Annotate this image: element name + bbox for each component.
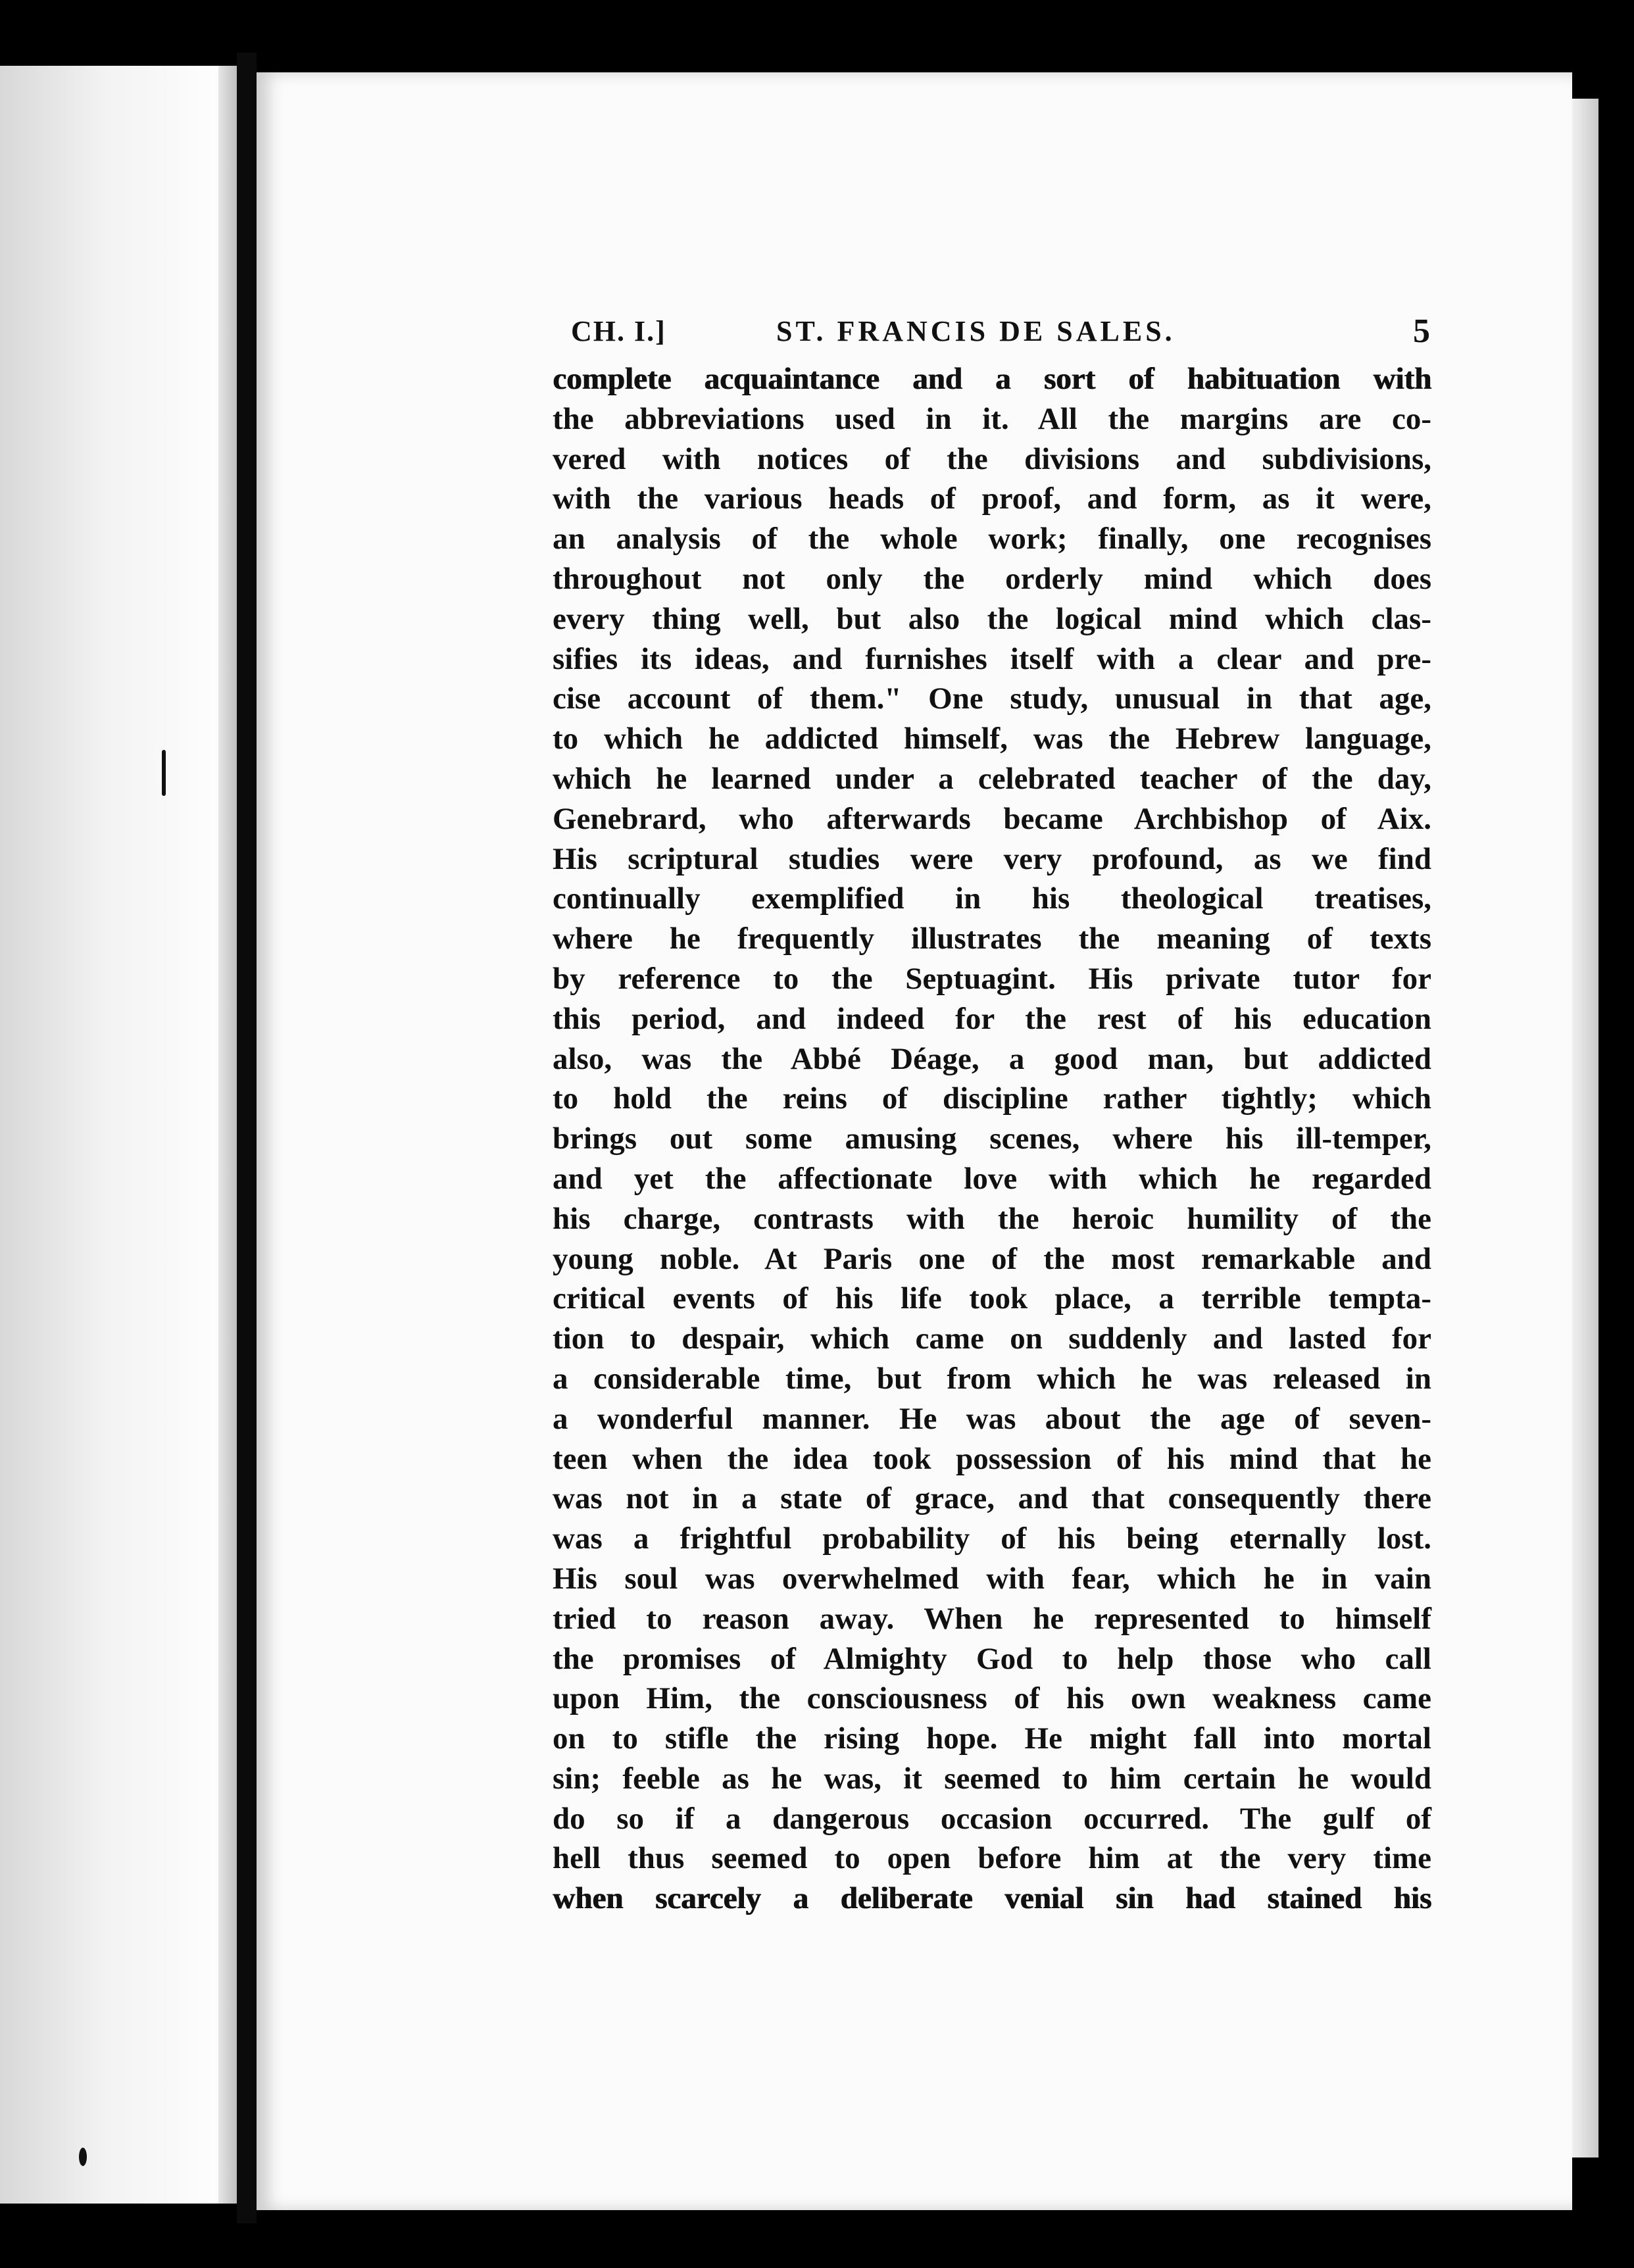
page-fold-shadow: [218, 66, 237, 2204]
text-line: critical events of his life took place, a terrible tempta-: [553, 1281, 1431, 1316]
text-line: also, was the Abbé Déage, a good man, but addicted: [553, 1041, 1431, 1076]
text-line: which he learned under a celebrated teacher of the day,: [553, 761, 1431, 796]
text-line: an analysis of the whole work; finally, one recognises: [553, 522, 1431, 556]
text-line: where he frequently illustrates the meaning of texts: [553, 922, 1431, 956]
text-line: and yet the affectionate love with which he regarded: [553, 1161, 1431, 1196]
text-line: to hold the reins of discipline rather tightly; which: [553, 1081, 1431, 1116]
text-line: his charge, contrasts with the heroic humility of the: [553, 1201, 1431, 1236]
text-line: a wonderful manner. He was about the age of seven-: [553, 1401, 1431, 1436]
text-line: this period, and indeed for the rest of his education: [553, 1001, 1431, 1036]
text-line: complete acquaintance and a sort of habituation with: [553, 362, 1431, 396]
text-line: sin; feeble as he was, it seemed to him certain he would: [553, 1761, 1431, 1796]
text-line: teen when the idea took possession of his mind that he: [553, 1441, 1431, 1476]
text-line: tried to reason away. When he represented to himself: [553, 1601, 1431, 1636]
text-line: vered with notices of the divisions and subdivisions,: [553, 441, 1431, 476]
text-line: when scarcely a deliberate venial sin had stained his: [553, 1881, 1431, 1916]
text-line: every thing well, but also the logical mind which clas-: [553, 601, 1431, 636]
text-line: hell thus seemed to open before him at the very time: [553, 1841, 1431, 1876]
text-line: was a frightful probability of his being eternally lost.: [553, 1521, 1431, 1556]
text-line: by reference to the Septuagint. His private tutor for: [553, 961, 1431, 996]
text-line: the abbreviations used in it. All the margins are co-: [553, 401, 1431, 436]
text-line: do so if a dangerous occasion occurred. The gulf of: [553, 1801, 1431, 1836]
text-line: with the various heads of proof, and form, as it were,: [553, 481, 1431, 516]
text-line: brings out some amusing scenes, where his ill-temper,: [553, 1122, 1431, 1156]
text-line: to which he addicted himself, was the Hebrew language,: [553, 722, 1431, 756]
text-line: cise account of them." One study, unusual in that age,: [553, 681, 1431, 716]
text-line: on to stifle the rising hope. He might fall into mortal: [553, 1721, 1431, 1756]
book-title-header: ST. FRANCIS DE SALES.: [776, 315, 1176, 347]
text-line: was not in a state of grace, and that consequently there: [553, 1481, 1431, 1516]
chapter-label: CH. I.]: [571, 315, 666, 347]
page-text-block: [553, 314, 1431, 1919]
text-line: tion to despair, which came on suddenly and lasted for: [553, 1321, 1431, 1356]
text-line: a considerable time, but from which he was released in: [553, 1361, 1431, 1396]
page-number: 5: [1413, 312, 1431, 350]
book-gutter: [237, 53, 257, 2223]
text-line: Genebrard, who afterwards became Archbishop of Aix.: [553, 801, 1431, 836]
ink-speck: [79, 2148, 87, 2166]
text-line: continually exemplified in his theological treatises,: [553, 881, 1431, 916]
text-line: the promises of Almighty God to help those who call: [553, 1641, 1431, 1676]
text-line: His scriptural studies were very profound, as we find: [553, 841, 1431, 876]
text-line: His soul was overwhelmed with fear, which he in vain: [553, 1561, 1431, 1596]
text-line: sifies its ideas, and furnishes itself with a clear and pre-: [553, 641, 1431, 676]
text-line: upon Him, the consciousness of his own weakness came: [553, 1681, 1431, 1716]
ink-speck: [162, 750, 166, 796]
page-edge: [1572, 99, 1598, 2157]
text-line: throughout not only the orderly mind which does: [553, 561, 1431, 596]
body-text: [553, 359, 1431, 1919]
text-line: young noble. At Paris one of the most remarkable and: [553, 1241, 1431, 1276]
left-page: [0, 66, 237, 2204]
running-head: [553, 314, 1431, 354]
